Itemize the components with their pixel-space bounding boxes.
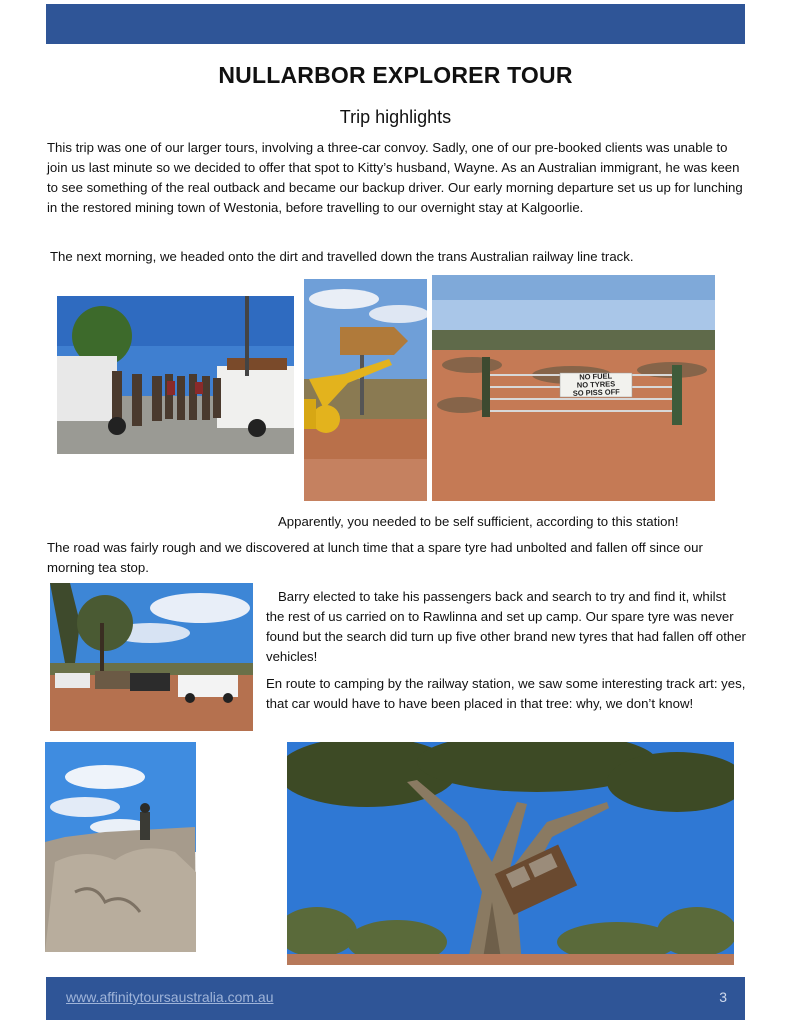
group-photo (57, 296, 294, 454)
page-title: NULLARBOR EXPLORER TOUR (218, 62, 573, 88)
footer-band (46, 977, 745, 1020)
rock-climber-photo (45, 742, 196, 952)
station-sign-photo (304, 279, 427, 501)
page-number: 3 (719, 989, 727, 1005)
station-caption: Apparently, you needed to be self sufficient, according to this station! (278, 514, 679, 529)
website-link[interactable]: www.affinitytoursaustralia.com.au (66, 989, 274, 1005)
car-in-tree-photo (287, 742, 734, 965)
track-art-paragraph: En route to camping by the railway station, we saw some interesting track art: yes, that car would have to have been placed in that tree: why, we don’t know! (266, 676, 746, 711)
gate-sign (560, 372, 633, 398)
gate-sign-line: NO TYRES (576, 379, 616, 390)
header-band (46, 4, 745, 44)
gate-sign-line: SO PISS OFF (572, 387, 620, 398)
gate-sign-photo (432, 275, 715, 501)
gate-sign-line: NO FUEL (579, 371, 613, 382)
road-paragraph: The road was fairly rough and we discovered at lunch time that a spare tyre had unbolted and fallen off since our morning tea stop. (47, 540, 703, 575)
page-subtitle: Trip highlights (339, 107, 452, 127)
convoy-photo (50, 583, 253, 731)
intro-paragraph: This trip was one of our larger tours, involving a three-car convoy. Sadly, one of our pre-booked clients was unable to join us last minute so we decided to offer that spot to Kitty’s husband, Wayne. As an Australian immigrant, he was keen to see something of the real outback and became our backup driver. Our early morning departure set us up for lunching in the restored mining town of Westonia, before travelling to our overnight stay at Kalgoorlie. (47, 140, 743, 215)
next-morning-paragraph: The next morning, we headed onto the dirt and travelled down the trans Australian railway line track. (50, 249, 634, 264)
barry-paragraph: Barry elected to take his passengers back and search to try and find it, whilst the rest of us carried on to Rawlinna and set up camp. Our spare tyre was never found but the search did turn up five other brand new tyres that had fallen off other vehicles! (266, 589, 746, 664)
